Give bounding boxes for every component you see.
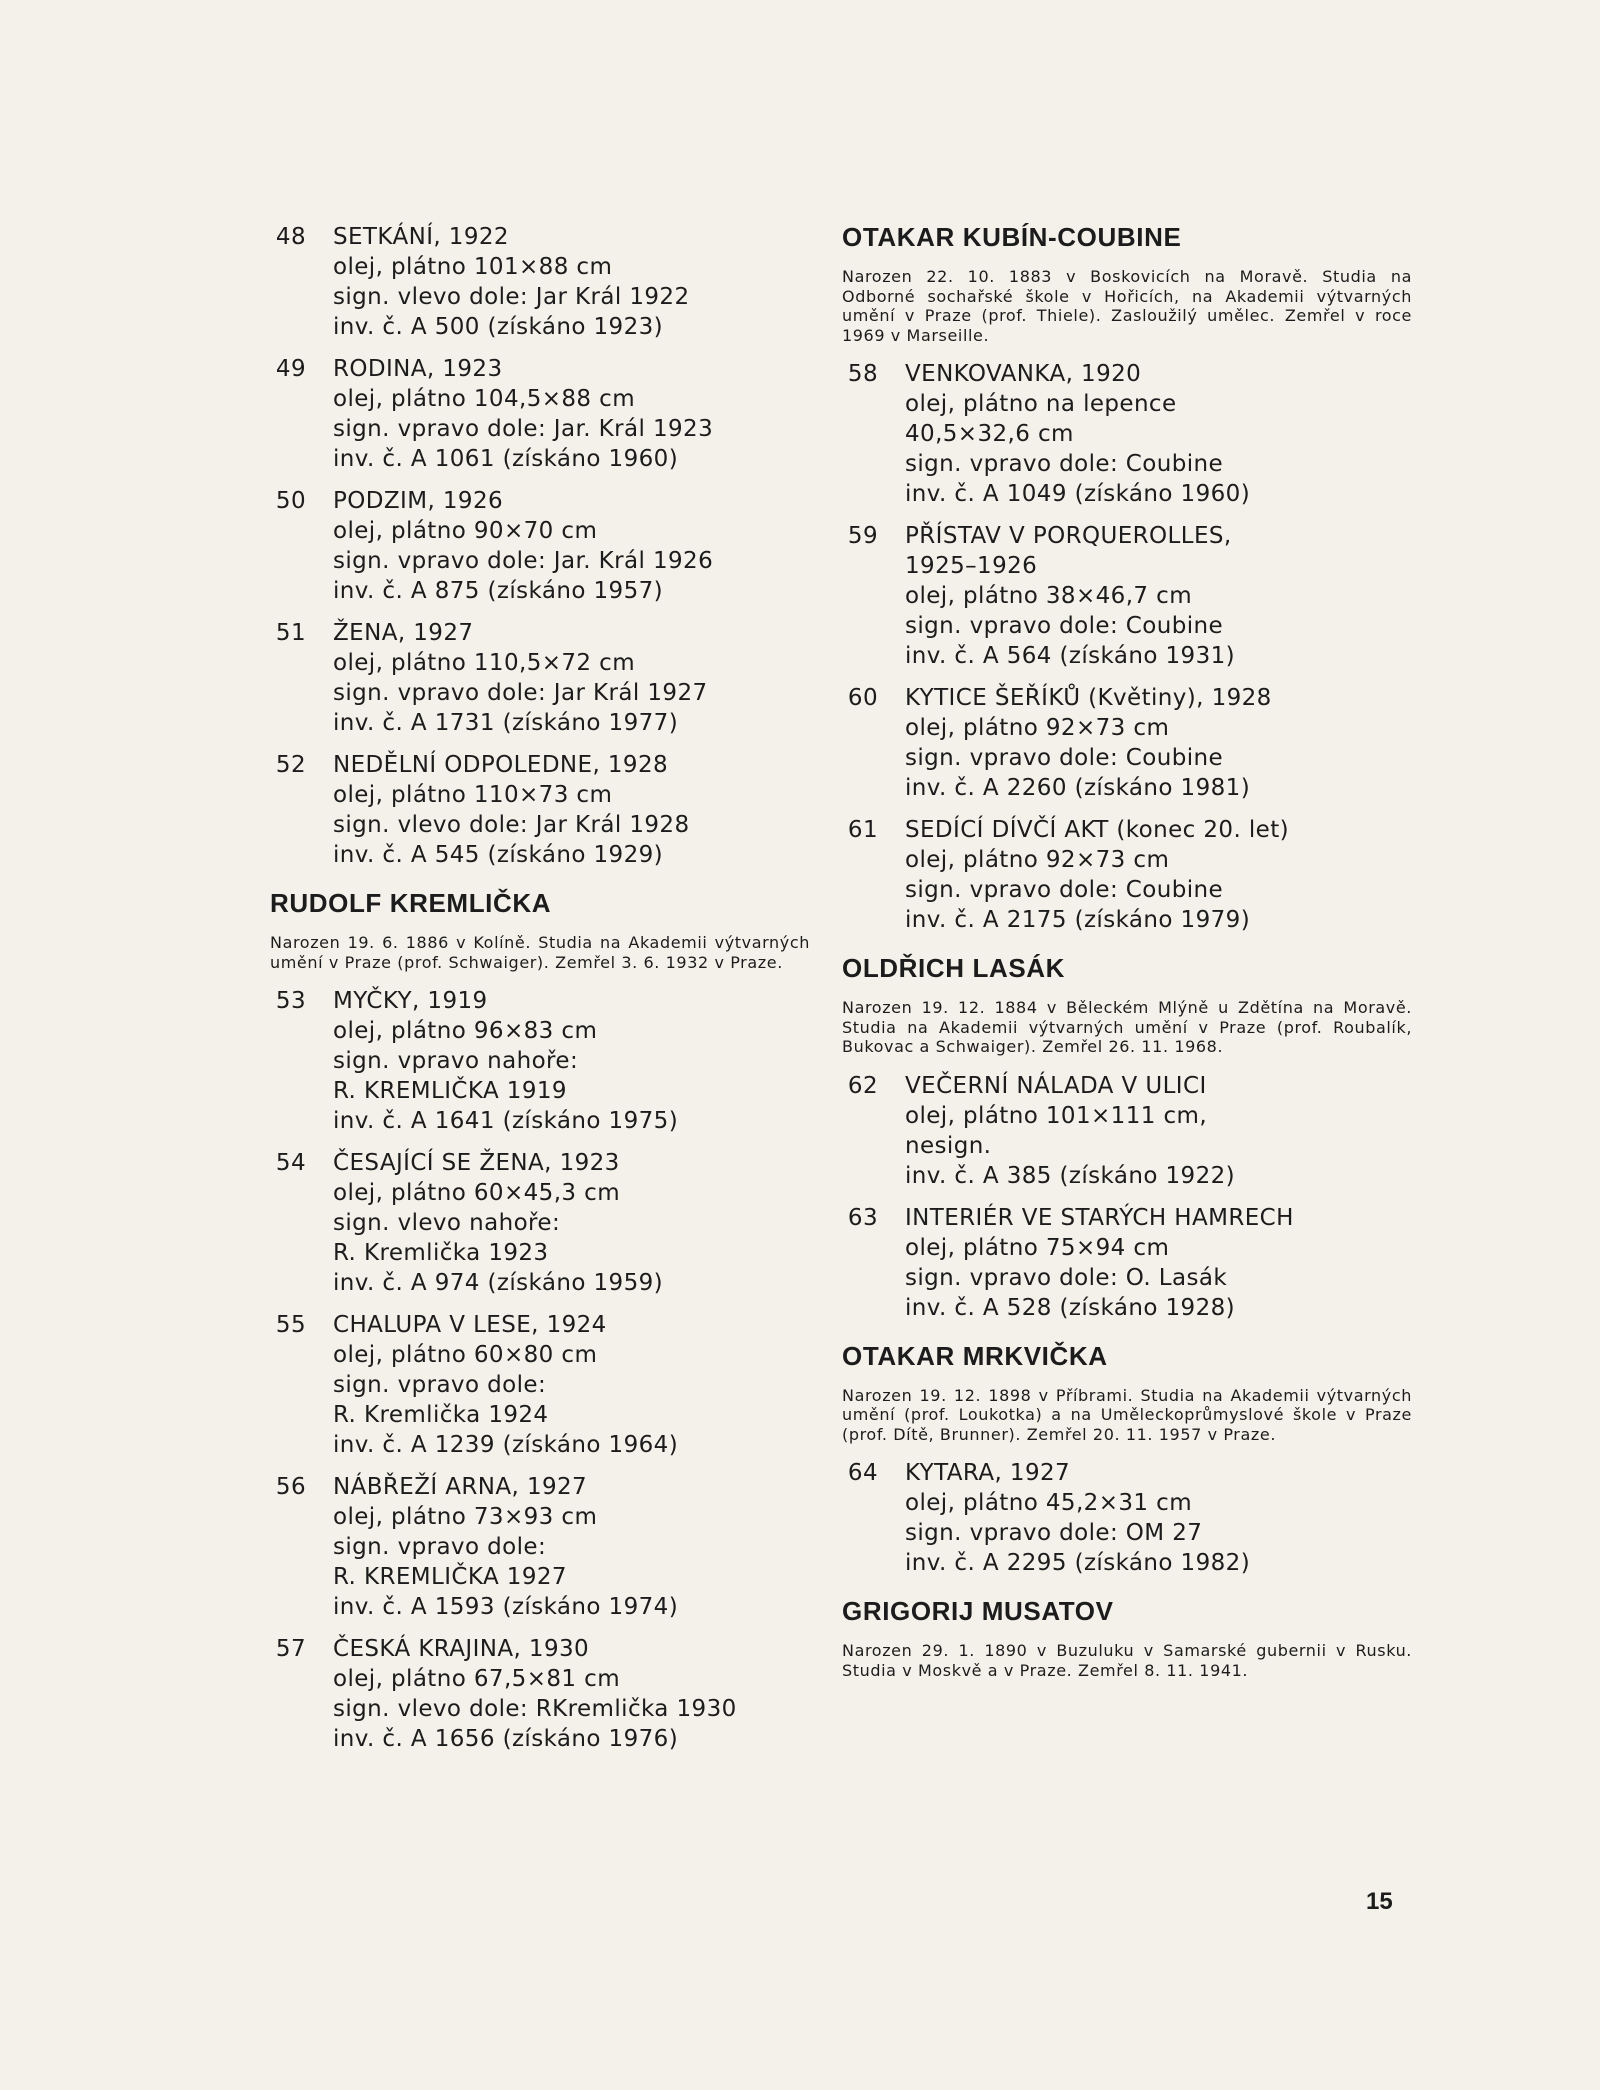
entry-detail-line: sign. vlevo nahoře:: [333, 1210, 561, 1236]
entry-number: 56: [275, 1474, 306, 1500]
entry-title: PODZIM, 1926: [333, 488, 504, 514]
entry-number: 58: [847, 361, 878, 387]
entry-title: CHALUPA V LESE, 1924: [333, 1312, 607, 1338]
entry-detail-line: sign. vpravo dole:: [333, 1372, 547, 1398]
entry-detail-line: inv. č. A 545 (získáno 1929): [333, 842, 664, 868]
entry-detail-line: sign. vlevo dole: RKremlička 1930: [333, 1696, 737, 1722]
entry-number: 61: [847, 817, 878, 843]
entry-detail-line: 1925–1926: [905, 553, 1038, 579]
entry-detail-line: inv. č. A 1593 (získáno 1974): [333, 1594, 679, 1620]
artist-name: OTAKAR MRKVIČKA: [842, 1340, 1108, 1371]
entry-detail-line: nesign.: [905, 1132, 992, 1159]
catalog-entry: [842, 1071, 1412, 1191]
catalog-entry: [270, 1148, 810, 1298]
entry-detail-line: sign. vlevo dole: Jar Král 1922: [333, 284, 690, 310]
entry-number: 53: [275, 988, 306, 1014]
artist-biography: Narozen 19. 12. 1898 v Příbrami. Studia na Akademii výtvarných umění (prof. Loukotka) a na Uměleckoprůmyslové škole v Praze (prof. Dítě, Brunner). Zemřel 20. 11. 1957 v Praze.: [842, 1385, 1412, 1444]
entry-title: VENKOVANKA, 1920: [905, 361, 1142, 387]
catalog-entry: [842, 1203, 1412, 1323]
entry-detail-line: 40,5×32,6 cm: [905, 421, 1074, 447]
entry-title: RODINA, 1923: [333, 356, 503, 382]
entry-detail-line: olej, plátno 90×70 cm: [333, 518, 598, 544]
entry-detail-line: olej, plátno 45,2×31 cm: [905, 1490, 1192, 1516]
artist-biography: Narozen 29. 1. 1890 v Buzuluku v Samarské gubernii v Rusku. Studia v Moskvě a v Praze. Zemřel 8. 11. 1941.: [842, 1641, 1412, 1680]
artist-section: [842, 222, 1412, 345]
artist-section: [842, 1596, 1412, 1680]
catalog-entry: [270, 750, 810, 870]
entry-detail-line: sign. vpravo dole: Coubine: [905, 745, 1224, 771]
entry-detail-line: olej, plátno 101×88 cm: [333, 254, 613, 280]
entry-detail-line: inv. č. A 2175 (získáno 1979): [905, 907, 1251, 933]
entry-detail-line: olej, plátno 67,5×81 cm: [333, 1666, 620, 1692]
entry-number: 54: [275, 1150, 306, 1176]
entry-number: 52: [275, 752, 306, 778]
entry-detail-line: olej, plátno 101×111 cm,: [905, 1102, 1208, 1129]
entry-detail-line: olej, plátno 92×73 cm: [905, 847, 1170, 873]
entry-title: SEDÍCÍ DÍVČÍ AKT (konec 20. let): [905, 817, 1290, 843]
catalog-entry: [270, 618, 810, 738]
entry-detail-line: olej, plátno 60×80 cm: [333, 1342, 598, 1368]
entry-number: 59: [847, 523, 878, 549]
page-number: 15: [1366, 1888, 1393, 1915]
catalog-entry: [842, 359, 1412, 509]
entry-number: 64: [847, 1460, 878, 1486]
catalog-entry: [270, 354, 810, 474]
catalog-entry: [842, 815, 1412, 935]
artist-section: [842, 1341, 1412, 1445]
entry-detail-line: inv. č. A 1239 (získáno 1964): [333, 1432, 679, 1458]
entry-detail-line: inv. č. A 875 (získáno 1957): [333, 578, 664, 604]
entry-detail-line: R. KREMLIČKA 1927: [333, 1564, 567, 1590]
entry-detail-line: sign. vpravo dole: O. Lasák: [905, 1264, 1228, 1291]
entry-title: INTERIÉR VE STARÝCH HAMRECH: [905, 1204, 1294, 1231]
artist-name: RUDOLF KREMLIČKA: [270, 888, 552, 918]
entry-number: 63: [847, 1204, 878, 1231]
entry-detail-line: olej, plátno 38×46,7 cm: [905, 583, 1192, 609]
entry-detail-line: sign. vpravo dole: Coubine: [905, 613, 1224, 639]
entry-detail-line: olej, plátno 75×94 cm: [905, 1234, 1170, 1261]
entry-title: SETKÁNÍ, 1922: [333, 224, 509, 250]
entry-number: 57: [275, 1636, 306, 1662]
catalog-entry: [270, 986, 810, 1136]
artist-name: OTAKAR KUBÍN-COUBINE: [842, 222, 1182, 252]
entry-title: PŘÍSTAV V PORQUEROLLES,: [905, 523, 1232, 549]
entry-detail-line: inv. č. A 974 (získáno 1959): [333, 1270, 664, 1296]
artist-biography: Narozen 19. 12. 1884 v Běleckém Mlýně u Zdětína na Moravě. Studia na Akademii výtvarných umění v Praze (prof. Roubalík, Bukovac a Schwaiger). Zemřel 26. 11. 1968.: [842, 998, 1412, 1056]
artist-section: [270, 888, 810, 972]
entry-title: ŽENA, 1927: [333, 620, 474, 646]
catalog-entry: [270, 1472, 810, 1622]
catalog-entry: [842, 683, 1412, 803]
entry-detail-line: sign. vpravo dole: Coubine: [905, 877, 1224, 903]
artist-section: [842, 953, 1412, 1057]
entry-detail-line: olej, plátno 96×83 cm: [333, 1018, 598, 1044]
entry-title: NEDĚLNÍ ODPOLEDNE, 1928: [333, 752, 669, 778]
entry-number: 60: [847, 685, 878, 711]
entry-detail-line: R. Kremlička 1924: [333, 1402, 549, 1428]
right-column: [842, 222, 1412, 1694]
entry-title: MYČKY, 1919: [333, 988, 488, 1014]
entry-detail-line: sign. vpravo nahoře:: [333, 1048, 579, 1074]
entry-number: 49: [275, 356, 306, 382]
entry-number: 50: [275, 488, 306, 514]
entry-detail-line: inv. č. A 385 (získáno 1922): [905, 1162, 1236, 1189]
entry-detail-line: inv. č. A 500 (získáno 1923): [333, 314, 664, 340]
entry-detail-line: inv. č. A 2260 (získáno 1981): [905, 775, 1251, 801]
entry-detail-line: olej, plátno 60×45,3 cm: [333, 1180, 620, 1206]
entry-detail-line: sign. vpravo dole: Jar. Král 1926: [333, 548, 714, 574]
entry-title: ČESKÁ KRAJINA, 1930: [333, 1636, 590, 1662]
entry-title: KYTICE ŠEŘÍKŮ (Květiny), 1928: [905, 685, 1272, 711]
entry-detail-line: sign. vpravo dole: Jar Král 1927: [333, 680, 708, 706]
entry-detail-line: inv. č. A 1641 (získáno 1975): [333, 1108, 679, 1134]
artist-name: GRIGORIJ MUSATOV: [842, 1596, 1114, 1626]
entry-detail-line: olej, plátno 92×73 cm: [905, 715, 1170, 741]
catalog-entry: [270, 486, 810, 606]
catalog-entry: [842, 521, 1412, 671]
entry-detail-line: sign. vlevo dole: Jar Král 1928: [333, 812, 690, 838]
catalog-entry: [842, 1458, 1412, 1578]
catalog-entry: [270, 1634, 810, 1754]
catalog-entry: [270, 1310, 810, 1460]
entry-title: ČESAJÍCÍ SE ŽENA, 1923: [333, 1150, 620, 1176]
artist-biography: Narozen 19. 6. 1886 v Kolíně. Studia na Akademii výtvarných umění v Praze (prof. Schwaiger). Zemřel 3. 6. 1932 v Praze.: [270, 933, 810, 972]
artist-biography: Narozen 22. 10. 1883 v Boskovicích na Moravě. Studia na Odborné sochařské škole v Hořicích, na Akademii výtvarných umění v Praze (prof. Thiele). Zasloužilý umělec. Zemřel v roce 1969 v Marseille.: [842, 267, 1412, 345]
entry-detail-line: R. KREMLIČKA 1919: [333, 1078, 567, 1104]
entry-number: 62: [847, 1072, 878, 1099]
catalog-entry: [270, 222, 810, 342]
entry-detail-line: inv. č. A 564 (získáno 1931): [905, 643, 1236, 669]
entry-detail-line: inv. č. A 1731 (získáno 1977): [333, 710, 679, 736]
entry-detail-line: olej, plátno 110,5×72 cm: [333, 650, 636, 676]
entry-detail-line: olej, plátno na lepence: [905, 391, 1177, 417]
entry-detail-line: sign. vpravo dole: OM 27: [905, 1520, 1203, 1546]
entry-detail-line: olej, plátno 73×93 cm: [333, 1504, 598, 1530]
entry-detail-line: R. Kremlička 1923: [333, 1240, 549, 1266]
entry-detail-line: sign. vpravo dole: Coubine: [905, 451, 1224, 477]
entry-number: 55: [275, 1312, 306, 1338]
entry-detail-line: inv. č. A 528 (získáno 1928): [905, 1294, 1236, 1321]
entry-detail-line: inv. č. A 1061 (získáno 1960): [333, 446, 679, 472]
entry-number: 51: [275, 620, 306, 646]
entry-detail-line: sign. vpravo dole: Jar. Král 1923: [333, 416, 714, 442]
entry-detail-line: inv. č. A 2295 (získáno 1982): [905, 1550, 1251, 1576]
entry-detail-line: olej, plátno 104,5×88 cm: [333, 386, 636, 412]
entry-title: KYTARA, 1927: [905, 1460, 1071, 1486]
entry-detail-line: inv. č. A 1049 (získáno 1960): [905, 481, 1251, 507]
entry-title: VEČERNÍ NÁLADA V ULICI: [905, 1072, 1207, 1099]
left-column: [270, 222, 810, 1766]
entry-number: 48: [275, 224, 306, 250]
entry-detail-line: inv. č. A 1656 (získáno 1976): [333, 1726, 679, 1752]
entry-detail-line: sign. vpravo dole:: [333, 1534, 547, 1560]
artist-name: OLDŘICH LASÁK: [842, 953, 1066, 983]
entry-title: NÁBŘEŽÍ ARNA, 1927: [333, 1474, 588, 1500]
entry-detail-line: olej, plátno 110×73 cm: [333, 782, 613, 808]
